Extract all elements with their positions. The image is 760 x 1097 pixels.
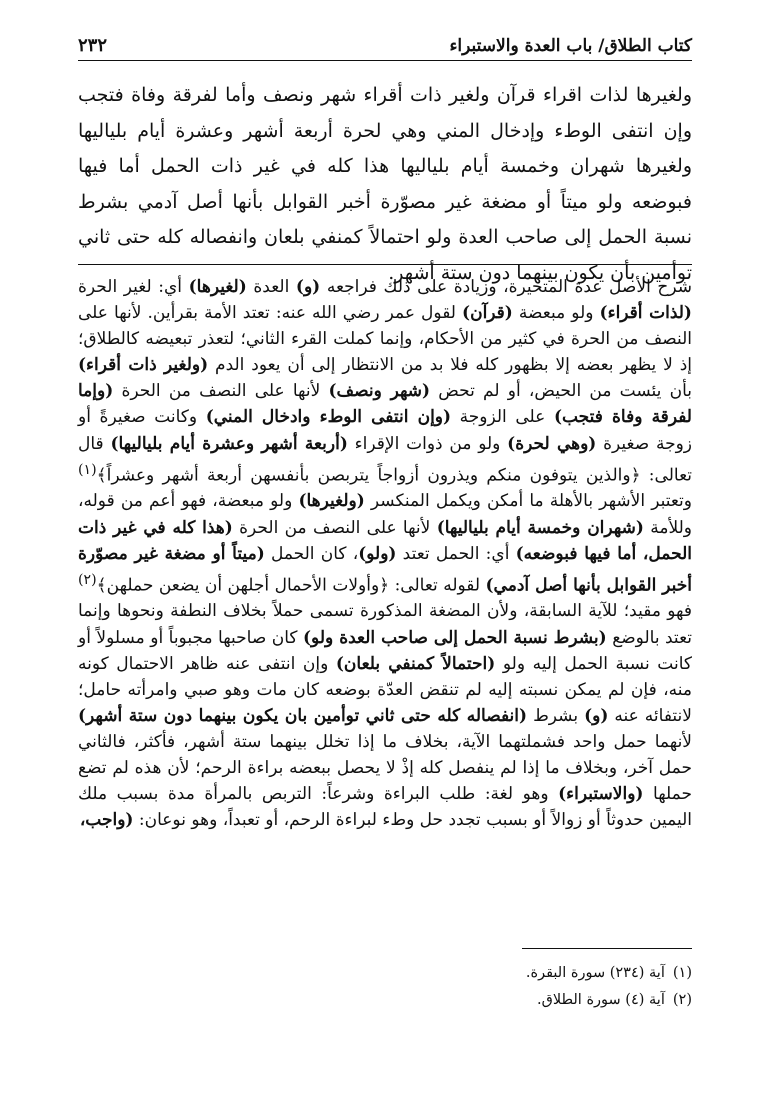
footnote-text: آية (٤) سورة الطلاق. [536,992,665,1008]
sharh-text: وتعتبر الأشهر بالأهلة ما أمكن ويكمل المنكسر [364,491,692,512]
footnotes [78,960,692,1014]
sharh-text: فهو مقيد؛ للآية السابقة، ولأن المضغة المذكورة تسمى حملاً بخلاف النطفة ونحوها وإنما تعتد بالوضع [78,601,692,648]
matn-text-block [78,78,692,291]
sharh-text: لقول عمر رضي الله عنه: تعتد الأمة بقرأين. لأنها على النصف من الحرة في كثير من الأحكام، وإنما كملت القرء الثاني؛ لتعذر تبعيضه كالطلاق؛ إذ لا يظهر بعضه إلا بظهور كله فلا بد من الانتظار إلى أن يعود الدم [78,303,692,376]
matn-quote: (وإما لفرقة وفاة فتجب) [78,381,692,428]
footnote-item [78,960,692,987]
matn-quote: (ميتاً أو مضغة غير مصوّرة أخبر القوابل بأنها أصل آدمي) [78,543,692,596]
matn-quote: (انفصاله كله حتى ثاني توأمين بان يكون بينهما دون ستة أشهر) [78,705,528,726]
matn-quote: (والاستبراء) [558,784,644,805]
running-header [78,28,692,56]
footnote-rule [522,948,692,949]
sharh-commentary-block [78,274,692,833]
section-divider [78,264,692,265]
sharh-text: قال تعالى: ﴿والذين يتوفون منكم ويذرون أزواجاً يتربصن بأنفسهن أربعة أشهر وعشراً﴾ [78,433,692,486]
matn-quote: (قرآن) [462,303,513,324]
matn-quote: (لذات أقراء) [599,303,692,324]
running-title: كتاب الطلاق/ باب العدة والاستبراء [449,36,692,56]
sharh-text: لقوله تعالى: ﴿وأولات الأحمال أجلهن أن يضعن حملهن﴾ [96,575,486,596]
matn-quote: (ولو) [358,543,397,564]
sharh-text: وكانت صغيرةً أو زوجة صغيرة [78,407,693,454]
sharh-text: بشرط [527,705,585,726]
header-rule [78,60,692,61]
matn-quote: (واجب، [79,810,134,831]
matn-quote: (ولغيرها) [298,491,365,512]
matn-quote: (شهران وخمسة أيام بلياليها) [436,517,644,538]
sharh-text: بأن يئست من الحيض، أو لم تحض [430,381,693,402]
sharh-text: العدة [246,277,296,297]
sharh-text: ولو مبعضة، فهو أعم من قوله، وللأمة [78,491,692,538]
matn-quote: (احتمالاً كمنفي بلعان) [335,653,496,674]
matn-quote: (وإن انتفى الوطء وادخال المني) [205,407,452,428]
sharh-text: ولو من ذوات الإقراء [347,433,508,454]
footnote-text: آية (٢٣٤) سورة البقرة. [525,965,665,981]
sharh-paragraph [78,274,692,833]
matn-quote: (شهر ونصف) [328,381,431,402]
sharh-text: ، كان الحمل [264,543,359,564]
matn-quote: (وهي لحرة) [507,433,597,454]
sharh-text: لأنها على النصف من الحرة [113,381,329,402]
matn-quote: (و) [295,277,321,297]
matn-paragraph: ولغيرها لذات اقراء قرآن ولغير ذات أقراء شهر ونصف وأما لفرقة وفاة فتجب وإن انتفى الوطء وإدخال المني وهي لحرة أربعة أشهر وعشرة أيام بلياليها ولغيرها شهران وخمسة أيام بلياليها هذا كله في غير ذات الحمل أما فيها فبوضعه ولو ميتاً أو مضغة غير مصوّرة أخبر القوابل بأنها أصل آدمي بشرط نسبة الحمل إلى صاحب العدة ولو احتمالاً كمنفي بلعان وانفصاله كله حتى ثاني توأمين بأن يكون بينهما دون ستة أشهر. [78,84,692,284]
footnote-number: (١) [672,965,692,981]
page-number: ٢٣٢ [78,35,108,56]
sharh-text: على الزوجة [451,407,554,428]
footnote-item [78,987,692,1014]
sharh-text: أي: الحمل تعتد [396,543,516,564]
matn-quote: (لغيرها) [188,277,247,297]
matn-quote: (أربعة أشهر وعشرة أيام بلياليها) [110,433,348,454]
sharh-text: وإن انتفى عنه ظاهر الاحتمال كونه منه، فإن لم يمكن نسبته إليه لم تنقض العدّة بوضعه كان مات وهو صبي وامرأته حامل؛ لانتفائه عنه [78,653,692,726]
footnote-marker: (١) [78,461,97,478]
sharh-text: لأنهما حمل واحد فشملتهما الآية، بخلاف ما إذا تخلل بينهما ستة أشهر، فأكثر، فالثاني حمل آخر، وبخلاف ما إذا لم ينفصل كله إذْ لا يحصل ببعضه براءة الرحم؛ لأن هذه لم تضع حملها [78,731,692,805]
sharh-text: وهو لغة: طلب البراءة وشرعاً: التربص بالمرأة مدة بسبب ملك اليمين حدوثاً أو زوالاً أو بسبب تجدد حل وطء لبراءة الرحم، أو تعبداً، وهو نوعان: [78,784,692,831]
sharh-text: شرح الأصل عدة المتحيرة، وزيادة على ذلك فراجعه [320,277,692,297]
matn-quote: (بشرط نسبة الحمل إلى صاحب العدة ولو) [303,627,607,648]
footnote-marker: (٢) [78,571,97,588]
sharh-text: ولو مبعضة [512,303,600,324]
matn-quote: (و) [584,705,609,726]
matn-quote: (ولغير ذات أقراء) [78,355,209,376]
footnote-number: (٢) [672,992,692,1008]
matn-quote: (هذا كله في غير ذات الحمل، أما فيها فبوضعه) [78,517,692,564]
sharh-text: أي: لغير الحرة [78,277,189,297]
sharh-text: كان صاحبها مجبوباً أو مسلولاً أو كانت نسبة الحمل إليه ولو [78,627,692,674]
sharh-text: لأنها على النصف من الحرة [232,517,437,538]
